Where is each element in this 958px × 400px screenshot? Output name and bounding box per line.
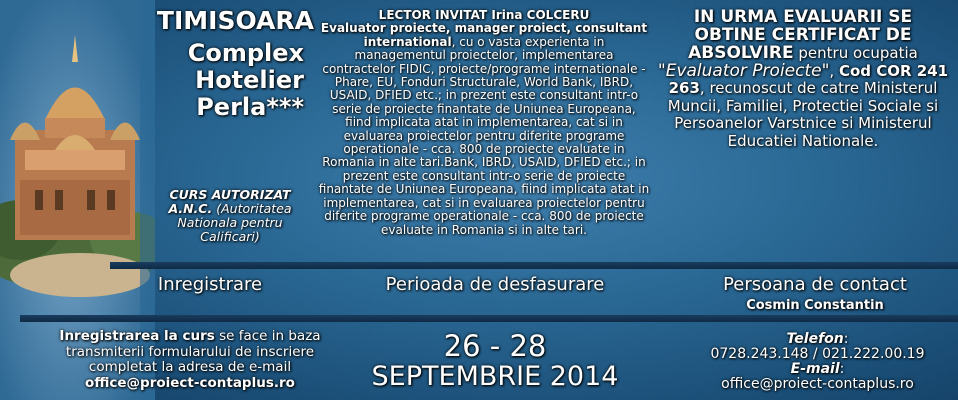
registration-email-link[interactable]: office@proiect-contaplus.ro (85, 374, 295, 391)
authorization-note (150, 188, 310, 244)
middle-divider (20, 315, 958, 322)
certificate-text: , recunoscut de catre Ministerul Muncii, Familiei, Protectiei Sociale si Persoanelor Varstnice si Ministerul Educatiei Nationale. (667, 79, 939, 150)
lecturer-block (318, 9, 650, 237)
contact-details: Telefon: 0728.243.148 / 021.222.00.19 E-mail: office@proiect-contaplus.ro (710, 331, 925, 392)
contact-name: Cosmin Constantin (746, 298, 884, 313)
lecturer-roles: Evaluator proiecte, manager proiect, consultant international (320, 21, 648, 49)
top-divider (110, 262, 958, 269)
email-label: E-mail (790, 361, 840, 377)
certificate-line-1: IN URMA EVALUARII SE (693, 7, 913, 27)
certificate-line-3: ABSOLVIRE (688, 43, 794, 63)
venue-title (150, 40, 304, 121)
venue-line-1: Complex (187, 39, 304, 67)
phone-label: Telefon (786, 331, 844, 347)
period-month-year: SEPTEMBRIE 2014 (371, 361, 619, 392)
venue-line-2: Hotelier (195, 66, 304, 94)
period-dates: 26 - 28 (443, 329, 547, 363)
certificate-block: IN URMA EVALUARII SE OBTINE CERTIFICAT DE ABSOLVIRE pentru ocupatia "Evaluator Proiecte", Cod COR 241 263, recunoscut de catre Ministerul Muncii, Familiei, Protectiei Sociale si Persoanelor Varstnice si Ministerul Educatiei Nationale. (652, 9, 954, 150)
authorization-title: CURS AUTORIZAT (169, 187, 291, 202)
certificate-code: Cod COR 241 263 (668, 61, 949, 97)
registration-heading: Inregistrare (157, 274, 263, 295)
lecturer-bio: , cu o vasta experienta in managementul proiectelor, implementarea contractelor FIDIC, proiecte/programe internationale - Phare, EU, Fonduri Structurale, World Bank, IBRD, USAID, DFIED etc.; in prezent este consultant intr-o serie de proiecte finantate de Uniunea Europeana, fiind implicata atat in implementarea, cat si in evaluarea proiectelor pentru diferite programe operationale - cca. 800 de proiecte evaluate in Romania in alte tari.Bank, IBRD, USAID, DFIED etc.; in prezent este consultant intr-o serie de proiecte finantate de Uniunea Europeana, fiind implicata atat in implementarea, cat si in evaluarea proiectelor pentru diferite programe operationale - cca. 800 de proiecte evaluate in Romania si in alte tari. (318, 34, 650, 237)
authorization-org: A.N.C. (168, 201, 213, 216)
contact-heading: Persoana de contact (723, 274, 907, 295)
lecturer-heading: LECTOR INVITAT Irina COLCERU (378, 8, 590, 22)
certificate-line-3-rest: pentru ocupatia (793, 44, 918, 62)
contact-email-link[interactable]: office@proiect-contaplus.ro (721, 376, 914, 392)
registration-text-body: se face in baza transmiterii formularului de inscriere completat la adresa de e-mail (65, 328, 321, 375)
phone-number[interactable]: 0728.243.148 / 021.222.00.19 (710, 346, 925, 362)
period-heading: Perioada de desfasurare (385, 274, 605, 295)
authorization-org-full: (Autoritatea Nationala pentru Calificari) (177, 201, 292, 244)
registration-text (35, 329, 345, 391)
registration-text-bold: Inregistrarea la curs (59, 328, 215, 344)
city-title: TIMISOARA (156, 6, 314, 35)
certificate-occupation: "Evaluator Proiecte" (657, 60, 830, 81)
venue-line-3: Perla*** (196, 93, 304, 121)
certificate-line-2: OBTINE CERTIFICAT DE (694, 24, 912, 45)
